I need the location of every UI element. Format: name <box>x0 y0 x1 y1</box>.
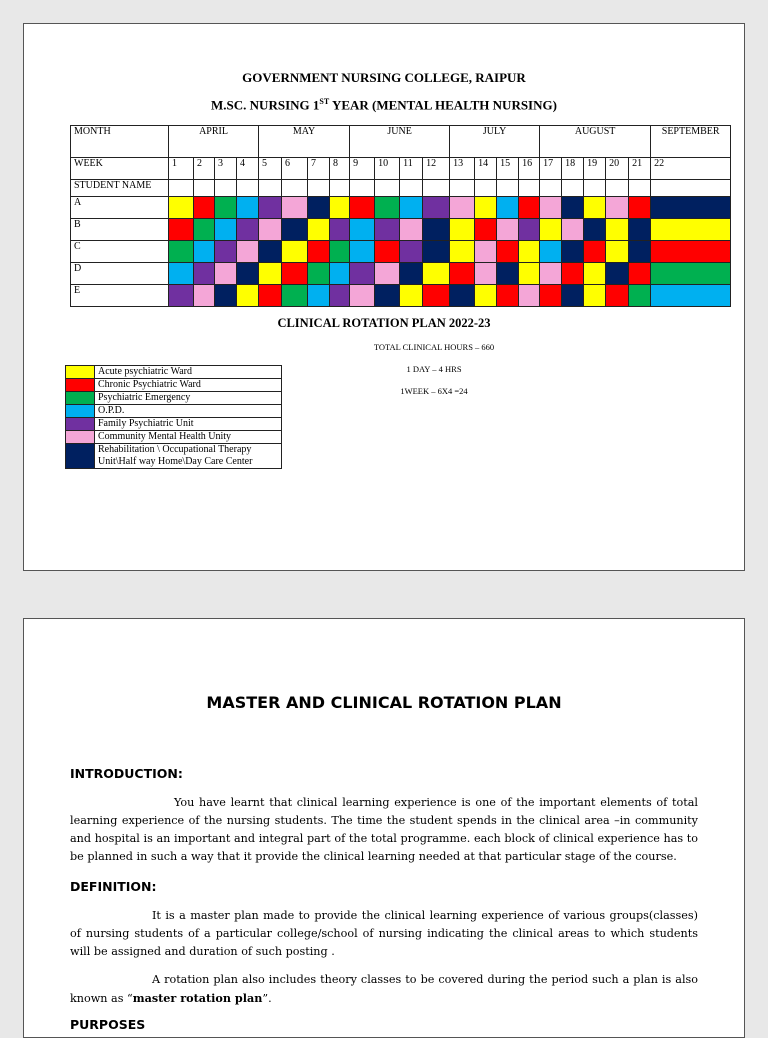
rotation-cell <box>584 197 606 219</box>
rotation-cell <box>519 219 540 241</box>
week-number: 5 <box>259 158 282 180</box>
plan-title: CLINICAL ROTATION PLAN 2022-23 <box>277 316 491 330</box>
total-hours: TOTAL CLINICAL HOURS – 660 <box>373 342 495 352</box>
course-superscript: ST <box>319 97 330 106</box>
rotation-cell <box>540 197 562 219</box>
rotation-cell <box>194 241 215 263</box>
week-number: 22 <box>651 158 731 180</box>
month-label: MONTH <box>71 126 169 158</box>
legend-label: Chronic Psychiatric Ward <box>95 379 282 392</box>
rotation-cell <box>562 263 584 285</box>
introduction-heading: INTRODUCTION: <box>70 766 183 781</box>
rotation-cell <box>330 241 350 263</box>
rotation-cell <box>237 219 259 241</box>
rotation-cell <box>215 263 237 285</box>
rotation-cell <box>169 285 194 307</box>
week-number: 16 <box>519 158 540 180</box>
rotation-cell <box>475 263 497 285</box>
blank-cell <box>215 180 237 197</box>
rotation-cell <box>651 219 731 241</box>
rotation-text-bold: master rotation plan <box>132 991 263 1005</box>
legend-swatch <box>66 379 95 392</box>
month-september: SEPTEMBER <box>651 126 731 158</box>
rotation-cell <box>519 197 540 219</box>
rotation-cell <box>169 263 194 285</box>
week-number: 10 <box>375 158 400 180</box>
rotation-cell <box>169 219 194 241</box>
blank-cell <box>169 180 194 197</box>
blank-cell <box>497 180 519 197</box>
rotation-cell <box>423 263 450 285</box>
legend-swatch <box>66 444 95 469</box>
rotation-cell <box>282 263 308 285</box>
course-suffix: YEAR (MENTAL HEALTH NURSING) <box>329 97 557 113</box>
legend-swatch <box>66 405 95 418</box>
rotation-cell <box>562 241 584 263</box>
rotation-cell <box>519 241 540 263</box>
rotation-cell <box>350 219 375 241</box>
rotation-cell <box>282 219 308 241</box>
rotation-cell <box>651 197 731 219</box>
legend-row <box>66 418 282 431</box>
rotation-cell <box>350 285 375 307</box>
rotation-cell <box>540 241 562 263</box>
blank-cell <box>584 180 606 197</box>
blank-cell <box>629 180 651 197</box>
week-number: 20 <box>606 158 629 180</box>
legend-label: Family Psychiatric Unit <box>95 418 282 431</box>
rotation-cell <box>308 263 330 285</box>
definition-paragraph: It is a master plan made to provide the clinical learning experience of various groups(classes) of nursing students of a particular college/school of nursing indicating the clinical areas to which students will be assigned and duration of such posting . <box>70 909 698 958</box>
rotation-cell <box>194 219 215 241</box>
rotation-cell <box>606 241 629 263</box>
legend-row <box>66 444 282 469</box>
rotation-cell <box>282 241 308 263</box>
student-name: A <box>71 197 169 219</box>
rotation-cell <box>450 219 475 241</box>
rotation-cell <box>237 197 259 219</box>
rotation-cell <box>606 263 629 285</box>
hours-per-day: 1 DAY – 4 HRS <box>406 364 462 374</box>
rotation-cell <box>540 285 562 307</box>
rotation-cell <box>259 263 282 285</box>
week-number: 19 <box>584 158 606 180</box>
week-number: 13 <box>450 158 475 180</box>
legend-table <box>65 365 282 469</box>
student-name: B <box>71 219 169 241</box>
purposes-heading: PURPOSES <box>70 1017 146 1032</box>
rotation-cell <box>215 219 237 241</box>
rotation-cell <box>519 285 540 307</box>
rotation-cell <box>423 219 450 241</box>
week-number: 14 <box>475 158 497 180</box>
legend-row <box>66 392 282 405</box>
blank-cell <box>375 180 400 197</box>
rotation-cell <box>282 197 308 219</box>
rotation-cell <box>259 197 282 219</box>
rotation-cell <box>423 241 450 263</box>
rotation-cell <box>423 197 450 219</box>
rotation-cell <box>584 241 606 263</box>
rotation-cell <box>629 219 651 241</box>
week-number: 21 <box>629 158 651 180</box>
rotation-cell <box>497 197 519 219</box>
month-august: AUGUST <box>540 126 651 158</box>
student-name-label: STUDENT NAME <box>71 180 169 197</box>
rotation-cell <box>308 241 330 263</box>
week-number: 11 <box>400 158 423 180</box>
rotation-cell <box>475 241 497 263</box>
blank-cell <box>540 180 562 197</box>
rotation-cell <box>540 219 562 241</box>
rotation-cell <box>400 219 423 241</box>
course-prefix: M.SC. NURSING 1 <box>211 97 320 113</box>
blank-cell <box>400 180 423 197</box>
month-may: MAY <box>259 126 350 158</box>
rotation-cell <box>282 285 308 307</box>
rotation-cell <box>215 285 237 307</box>
rotation-cell <box>450 197 475 219</box>
rotation-cell <box>259 219 282 241</box>
rotation-cell <box>169 197 194 219</box>
blank-cell <box>562 180 584 197</box>
rotation-cell <box>450 241 475 263</box>
rotation-cell <box>400 197 423 219</box>
page-1 <box>23 23 745 571</box>
rotation-cell <box>350 263 375 285</box>
blank-cell <box>194 180 215 197</box>
student-row <box>71 219 731 241</box>
rotation-cell <box>562 219 584 241</box>
legend-row <box>66 431 282 444</box>
rotation-cell <box>423 285 450 307</box>
rotation-cell <box>259 285 282 307</box>
college-name: GOVERNMENT NURSING COLLEGE, RAIPUR <box>242 70 526 85</box>
legend-row <box>66 366 282 379</box>
rotation-paragraph <box>70 971 698 1008</box>
rotation-cell <box>497 263 519 285</box>
student-name: D <box>71 263 169 285</box>
document-title: MASTER AND CLINICAL ROTATION PLAN <box>206 693 562 712</box>
blank-cell <box>330 180 350 197</box>
rotation-cell <box>562 285 584 307</box>
rotation-cell <box>497 285 519 307</box>
rotation-cell <box>629 285 651 307</box>
rotation-cell <box>450 285 475 307</box>
legend-swatch <box>66 392 95 405</box>
rotation-cell <box>330 219 350 241</box>
rotation-cell <box>215 241 237 263</box>
rotation-cell <box>308 219 330 241</box>
rotation-cell <box>497 241 519 263</box>
rotation-cell <box>519 263 540 285</box>
rotation-cell <box>606 197 629 219</box>
month-july: JULY <box>450 126 540 158</box>
blank-cell <box>423 180 450 197</box>
rotation-cell <box>237 263 259 285</box>
month-june: JUNE <box>350 126 450 158</box>
rotation-cell <box>400 285 423 307</box>
rotation-cell <box>375 197 400 219</box>
rotation-cell <box>450 263 475 285</box>
rotation-cell <box>584 263 606 285</box>
blank-cell <box>259 180 282 197</box>
rotation-cell <box>194 285 215 307</box>
rotation-cell <box>651 285 731 307</box>
student-name: C <box>71 241 169 263</box>
week-number: 6 <box>282 158 308 180</box>
week-number: 18 <box>562 158 584 180</box>
rotation-cell <box>540 263 562 285</box>
rotation-cell <box>584 219 606 241</box>
page-2 <box>23 618 745 1038</box>
week-number: 2 <box>194 158 215 180</box>
rotation-cell <box>308 285 330 307</box>
rotation-cell <box>375 263 400 285</box>
rotation-cell <box>259 241 282 263</box>
rotation-cell <box>330 285 350 307</box>
blank-cell <box>519 180 540 197</box>
definition-heading: DEFINITION: <box>70 879 157 894</box>
blank-cell <box>475 180 497 197</box>
rotation-cell <box>475 197 497 219</box>
week-number: 9 <box>350 158 375 180</box>
legend-label: Community Mental Health Unity <box>95 431 282 444</box>
week-number: 7 <box>308 158 330 180</box>
rotation-cell <box>651 241 731 263</box>
course-title <box>24 97 744 113</box>
legend-swatch <box>66 366 95 379</box>
rotation-cell <box>629 263 651 285</box>
blank-cell <box>308 180 330 197</box>
rotation-cell <box>400 263 423 285</box>
rotation-cell <box>169 241 194 263</box>
rotation-cell <box>375 219 400 241</box>
rotation-cell <box>562 197 584 219</box>
week-number: 17 <box>540 158 562 180</box>
rotation-cell <box>194 263 215 285</box>
rotation-cell <box>606 285 629 307</box>
legend-label: Rehabilitation \ Occupational Therapy Unit\Half way Home\Day Care Center <box>95 444 282 469</box>
blank-cell <box>282 180 308 197</box>
blank-cell <box>350 180 375 197</box>
rotation-cell <box>584 285 606 307</box>
rotation-cell <box>629 241 651 263</box>
rotation-cell <box>375 241 400 263</box>
rotation-cell <box>475 219 497 241</box>
rotation-cell <box>497 219 519 241</box>
rotation-cell <box>400 241 423 263</box>
rotation-cell <box>330 263 350 285</box>
rotation-text-start: A rotation plan also includes theory classes to be covered during the period such a plan is also known as “ <box>70 973 698 1005</box>
month-april: APRIL <box>169 126 259 158</box>
rotation-cell <box>350 241 375 263</box>
rotation-cell <box>375 285 400 307</box>
blank-cell <box>237 180 259 197</box>
rotation-cell <box>475 285 497 307</box>
week-label: WEEK <box>71 158 169 180</box>
blank-cell <box>651 180 731 197</box>
rotation-cell <box>215 197 237 219</box>
legend-label: Psychiatric Emergency <box>95 392 282 405</box>
rotation-cell <box>194 197 215 219</box>
student-row <box>71 197 731 219</box>
legend-row <box>66 379 282 392</box>
week-number: 15 <box>497 158 519 180</box>
rotation-cell <box>651 263 731 285</box>
rotation-cell <box>308 197 330 219</box>
legend-swatch <box>66 431 95 444</box>
week-number: 8 <box>330 158 350 180</box>
week-number: 12 <box>423 158 450 180</box>
student-name: E <box>71 285 169 307</box>
legend-label: O.P.D. <box>95 405 282 418</box>
rotation-cell <box>237 285 259 307</box>
student-row <box>71 285 731 307</box>
legend-row <box>66 405 282 418</box>
student-row <box>71 241 731 263</box>
blank-cell <box>606 180 629 197</box>
legend-swatch <box>66 418 95 431</box>
week-number: 1 <box>169 158 194 180</box>
rotation-cell <box>350 197 375 219</box>
introduction-paragraph: You have learnt that clinical learning experience is one of the important elements of total learning experience of the nursing students. The time the student spends in the clinical area –in community and hospital is an important and integral part of the total programme. each block of clinical experience has to be planned in such a way that it provide the clinical learning needed at that particular stage of the course. <box>70 796 698 863</box>
week-number: 4 <box>237 158 259 180</box>
rotation-cell <box>629 197 651 219</box>
rotation-cell <box>330 197 350 219</box>
blank-cell <box>450 180 475 197</box>
hours-per-week: 1WEEK – 6X4 =24 <box>400 386 468 396</box>
legend-label: Acute psychiatric Ward <box>95 366 282 379</box>
rotation-cell <box>237 241 259 263</box>
rotation-table <box>70 125 731 307</box>
student-row <box>71 263 731 285</box>
rotation-cell <box>606 219 629 241</box>
rotation-text-end: ”. <box>262 992 272 1005</box>
week-number: 3 <box>215 158 237 180</box>
